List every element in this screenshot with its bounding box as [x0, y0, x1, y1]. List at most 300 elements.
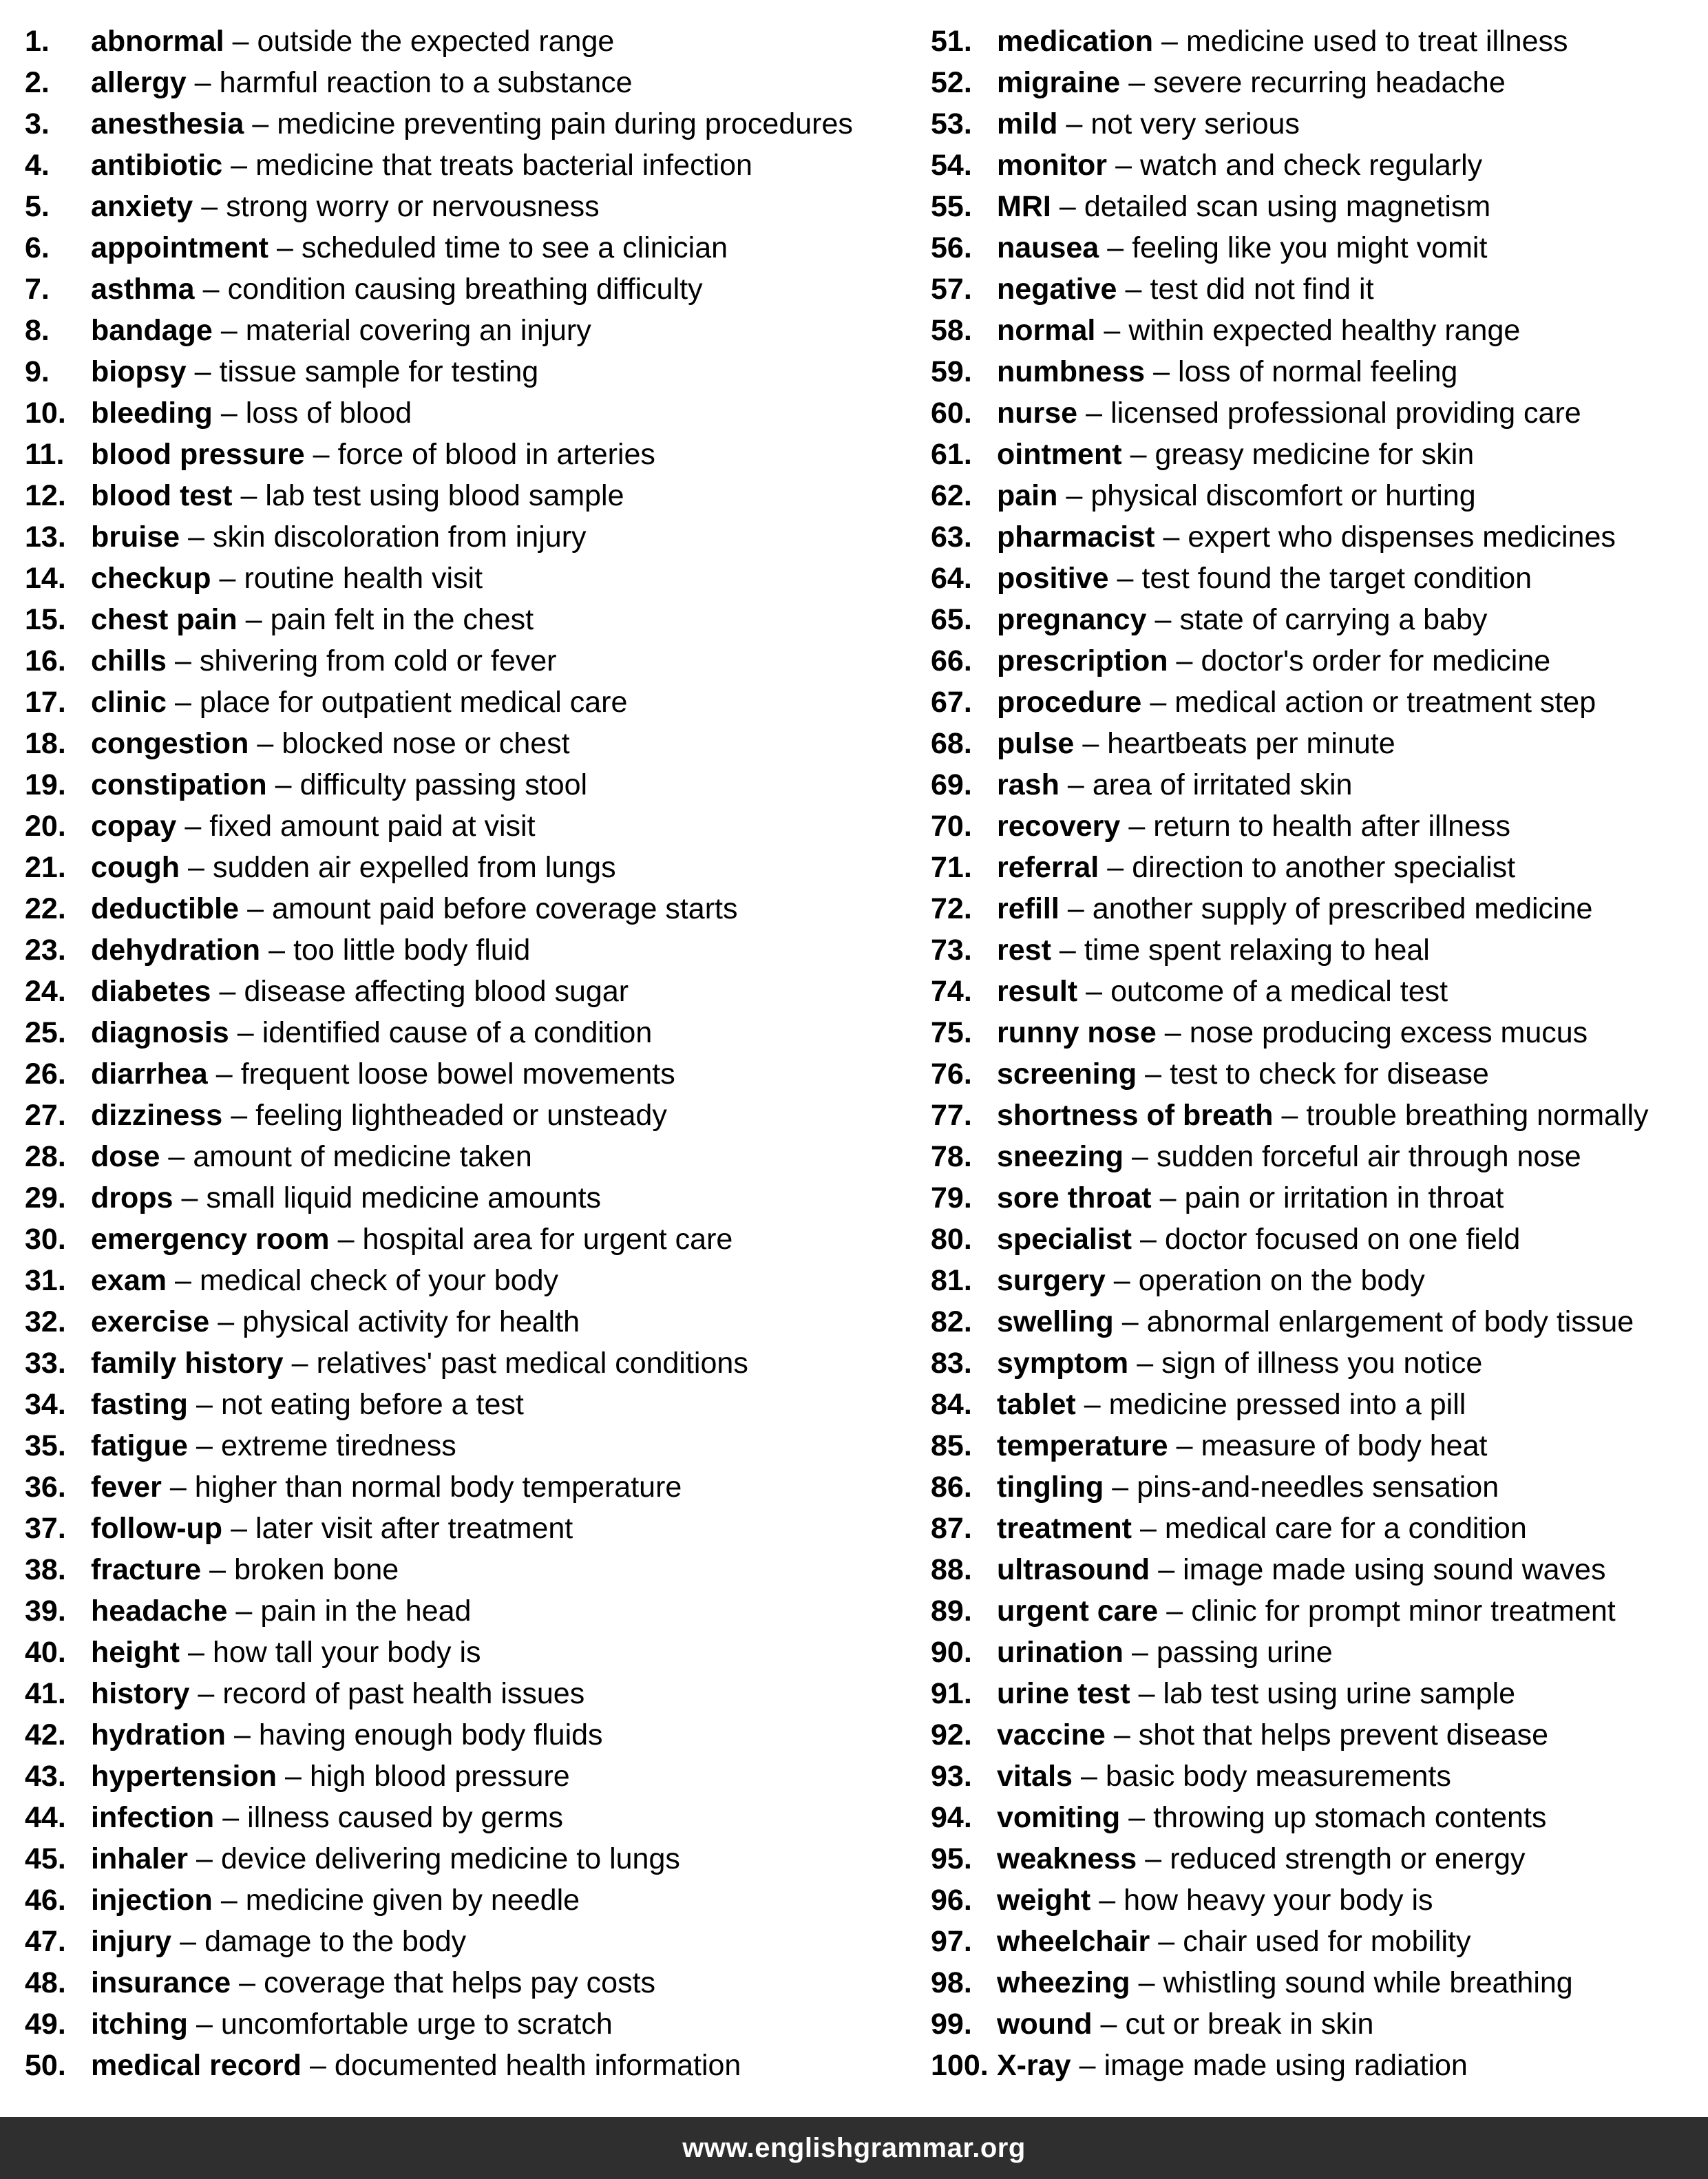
entry-number: 28.	[25, 1140, 66, 1173]
entry-term: procedure	[997, 686, 1142, 719]
entry-term: screening	[997, 1057, 1137, 1091]
glossary-entry	[25, 1673, 853, 1714]
entry-definition: area of irritated skin	[1092, 768, 1353, 801]
glossary-entry	[931, 1756, 1649, 1797]
entry-number: 90.	[931, 1636, 972, 1669]
glossary-entry	[931, 1384, 1649, 1425]
glossary-entry	[931, 310, 1649, 351]
entry-term: runny nose	[997, 1016, 1157, 1049]
entry-term: fasting	[91, 1388, 188, 1421]
entry-term: vomiting	[997, 1801, 1121, 1834]
entry-definition: fixed amount paid at visit	[209, 810, 536, 843]
entry-definition: watch and check regularly	[1140, 149, 1483, 182]
entry-definition: sudden forceful air through nose	[1156, 1140, 1581, 1173]
glossary-entry	[931, 1219, 1649, 1260]
entry-separator: –	[240, 479, 257, 512]
entry-definition: feeling like you might vomit	[1132, 231, 1488, 264]
entry-definition: medicine pressed into a pill	[1108, 1388, 1466, 1421]
entry-definition: lab test using blood sample	[265, 479, 624, 512]
entry-number: 12.	[25, 479, 66, 512]
glossary-entry	[25, 599, 853, 640]
entry-number: 41.	[25, 1677, 66, 1710]
entry-term: wound	[997, 2008, 1093, 2041]
entry-term: numbness	[997, 355, 1146, 388]
entry-term: shortness of breath	[997, 1099, 1274, 1132]
glossary-entry	[931, 103, 1649, 145]
entry-definition: nose producing excess mucus	[1189, 1016, 1588, 1049]
entry-number: 44.	[25, 1801, 66, 1834]
entry-definition: doctor focused on one field	[1164, 1223, 1521, 1256]
entry-definition: medical check of your body	[199, 1264, 559, 1297]
entry-definition: direction to another specialist	[1132, 851, 1516, 884]
entry-separator: –	[1067, 768, 1084, 801]
glossary-entry	[931, 1177, 1649, 1219]
entry-term: history	[91, 1677, 190, 1710]
entry-term: fracture	[91, 1553, 202, 1586]
entry-number: 2.	[25, 66, 50, 99]
glossary-entry	[25, 1756, 853, 1797]
entry-number: 45.	[25, 1842, 66, 1875]
entry-term: bruise	[91, 520, 180, 554]
entry-term: temperature	[997, 1429, 1168, 1462]
entry-definition: outcome of a medical test	[1110, 975, 1448, 1008]
entry-separator: –	[1107, 231, 1124, 264]
entry-separator: –	[174, 644, 191, 677]
entry-separator: –	[188, 1636, 204, 1669]
entry-number: 5.	[25, 190, 50, 223]
entry-definition: later visit after treatment	[255, 1512, 573, 1545]
entry-term: fatigue	[91, 1429, 188, 1462]
entry-number: 70.	[931, 810, 972, 843]
entry-term: migraine	[997, 66, 1121, 99]
entry-term: vitals	[997, 1760, 1073, 1793]
entry-separator: –	[168, 1140, 185, 1173]
entry-definition: doctor's order for medicine	[1201, 644, 1551, 677]
entry-number: 87.	[931, 1512, 972, 1545]
entry-separator: –	[1161, 25, 1178, 58]
entry-term: chest pain	[91, 603, 238, 636]
entry-number: 58.	[931, 314, 972, 347]
entry-term: recovery	[997, 810, 1121, 843]
entry-number: 95.	[931, 1842, 972, 1875]
entry-term: height	[91, 1636, 180, 1669]
entry-definition: test did not find it	[1150, 273, 1374, 306]
entry-separator: –	[1115, 149, 1132, 182]
entry-definition: harmful reaction to a substance	[219, 66, 633, 99]
entry-number: 52.	[931, 66, 972, 99]
entry-number: 36.	[25, 1471, 66, 1504]
entry-number: 98.	[931, 1966, 972, 1999]
entry-term: injury	[91, 1925, 172, 1958]
glossary-entry	[25, 21, 853, 62]
entry-separator: –	[1112, 1471, 1129, 1504]
entry-number: 9.	[25, 355, 50, 388]
entry-separator: –	[194, 66, 211, 99]
entry-separator: –	[1164, 1016, 1181, 1049]
entry-definition: pins-and-needles sensation	[1137, 1471, 1499, 1504]
glossary-entry	[931, 1880, 1649, 1921]
glossary-entry	[25, 640, 853, 682]
entry-number: 34.	[25, 1388, 66, 1421]
entry-definition: high blood pressure	[309, 1760, 570, 1793]
entry-separator: –	[1130, 438, 1147, 471]
entry-separator: –	[1059, 934, 1076, 967]
entry-definition: difficulty passing stool	[299, 768, 588, 801]
entry-number: 23.	[25, 934, 66, 967]
entry-term: cough	[91, 851, 180, 884]
glossary-entry	[25, 1838, 853, 1880]
entry-definition: image made using radiation	[1104, 2049, 1468, 2082]
entry-term: referral	[997, 851, 1099, 884]
entry-definition: test to check for disease	[1170, 1057, 1489, 1091]
entry-separator: –	[313, 438, 330, 471]
entry-definition: device delivering medicine to lungs	[220, 1842, 680, 1875]
glossary-entry	[931, 929, 1649, 971]
entry-separator: –	[239, 1966, 256, 1999]
entry-term: urgent care	[997, 1594, 1159, 1628]
entry-term: weakness	[997, 1842, 1137, 1875]
entry-number: 79.	[931, 1181, 972, 1214]
entry-separator: –	[1140, 1223, 1157, 1256]
entry-definition: whistling sound while breathing	[1163, 1966, 1573, 1999]
entry-separator: –	[1113, 1264, 1130, 1297]
glossary-entry	[25, 392, 853, 434]
entry-separator: –	[1082, 727, 1099, 760]
entry-term: rash	[997, 768, 1059, 801]
entry-separator: –	[188, 520, 204, 554]
entry-number: 68.	[931, 727, 972, 760]
glossary-entry	[931, 806, 1649, 847]
entry-term: diarrhea	[91, 1057, 208, 1091]
entry-separator: –	[1079, 2049, 1096, 2082]
entry-separator: –	[220, 397, 238, 430]
entry-definition: reduced strength or energy	[1170, 1842, 1526, 1875]
entry-definition: detailed scan using magnetism	[1084, 190, 1491, 223]
glossary-entry	[931, 434, 1649, 475]
entry-term: checkup	[91, 562, 211, 595]
entry-term: swelling	[997, 1305, 1114, 1338]
glossary-entry	[931, 227, 1649, 269]
entry-definition: sudden air expelled from lungs	[212, 851, 616, 884]
entry-separator: –	[235, 1594, 253, 1628]
glossary-entry	[931, 516, 1649, 558]
entry-number: 96.	[931, 1884, 972, 1917]
entry-definition: broken bone	[234, 1553, 399, 1586]
entry-term: dose	[91, 1140, 160, 1173]
glossary-entry	[25, 1590, 853, 1632]
entry-definition: physical discomfort or hurting	[1090, 479, 1476, 512]
entry-separator: –	[219, 975, 236, 1008]
entry-separator: –	[1166, 1594, 1183, 1628]
entry-term: bleeding	[91, 397, 213, 430]
entry-number: 40.	[25, 1636, 66, 1669]
entry-term: hypertension	[91, 1760, 277, 1793]
entry-term: fever	[91, 1471, 162, 1504]
entry-separator: –	[233, 1718, 251, 1751]
entry-term: biopsy	[91, 355, 187, 388]
entry-separator: –	[1113, 1718, 1130, 1751]
entry-term: clinic	[91, 686, 167, 719]
glossary-entry	[25, 103, 853, 145]
glossary-entry	[931, 1136, 1649, 1177]
entry-separator: –	[237, 1016, 254, 1049]
entry-separator: –	[1139, 1512, 1157, 1545]
entry-term: blood test	[91, 479, 233, 512]
entry-number: 7.	[25, 273, 50, 306]
entry-separator: –	[277, 231, 293, 264]
entry-number: 6.	[25, 231, 50, 264]
entry-separator: –	[268, 934, 286, 967]
entry-number: 82.	[931, 1305, 972, 1338]
entry-definition: outside the expected range	[257, 25, 615, 58]
entry-term: exam	[91, 1264, 167, 1297]
entry-number: 8.	[25, 314, 50, 347]
glossary-entry	[25, 1301, 853, 1343]
entry-term: positive	[997, 562, 1109, 595]
entry-term: pharmacist	[997, 520, 1155, 554]
entry-definition: time spent relaxing to heal	[1084, 934, 1430, 967]
entry-term: copay	[91, 810, 177, 843]
entry-number: 18.	[25, 727, 66, 760]
entry-number: 39.	[25, 1594, 66, 1628]
entry-definition: basic body measurements	[1105, 1760, 1451, 1793]
entry-term: ointment	[997, 438, 1122, 471]
entry-separator: –	[1066, 107, 1083, 140]
entry-definition: place for outpatient medical care	[199, 686, 628, 719]
glossary-column-right	[931, 21, 1649, 2086]
entry-term: mild	[997, 107, 1058, 140]
entry-term: follow-up	[91, 1512, 223, 1545]
entry-number: 60.	[931, 397, 972, 430]
entry-number: 74.	[931, 975, 972, 1008]
entry-definition: how heavy your body is	[1124, 1884, 1433, 1917]
entry-separator: –	[175, 1264, 191, 1297]
entry-term: infection	[91, 1801, 215, 1834]
entry-definition: disease affecting blood sugar	[244, 975, 629, 1008]
entry-definition: medicine that treats bacterial infection	[255, 149, 752, 182]
entry-definition: material covering an injury	[245, 314, 591, 347]
entry-number: 85.	[931, 1429, 972, 1462]
entry-separator: –	[196, 1842, 213, 1875]
entry-separator: –	[1099, 1884, 1116, 1917]
entry-number: 77.	[931, 1099, 972, 1132]
entry-number: 10.	[25, 397, 66, 430]
entry-term: emergency room	[91, 1223, 330, 1256]
glossary-entry	[931, 1260, 1649, 1301]
entry-separator: –	[1281, 1099, 1298, 1132]
entry-separator: –	[1163, 520, 1180, 554]
glossary-entry	[25, 516, 853, 558]
glossary-entry	[25, 682, 853, 723]
glossary-entry	[931, 1012, 1649, 1053]
entry-term: result	[997, 975, 1078, 1008]
entry-definition: lab test using urine sample	[1163, 1677, 1516, 1710]
glossary-entry	[931, 1095, 1649, 1136]
entry-term: deductible	[91, 892, 240, 925]
entry-definition: medicine preventing pain during procedures	[277, 107, 853, 140]
entry-definition: hospital area for urgent care	[362, 1223, 733, 1256]
entry-separator: –	[169, 1471, 187, 1504]
entry-separator: –	[181, 1181, 198, 1214]
entry-definition: documented health information	[334, 2049, 741, 2082]
entry-term: urine test	[997, 1677, 1130, 1710]
glossary-entry	[25, 1549, 853, 1590]
glossary-entry	[25, 2045, 853, 2086]
entry-separator: –	[218, 1305, 235, 1338]
entry-separator: –	[231, 1512, 247, 1545]
glossary-entry	[931, 145, 1649, 186]
entry-separator: –	[202, 273, 220, 306]
entry-number: 30.	[25, 1223, 66, 1256]
glossary-entry	[25, 1714, 853, 1756]
entry-separator: –	[174, 686, 191, 719]
entry-number: 50.	[25, 2049, 66, 2082]
entry-term: tingling	[997, 1471, 1104, 1504]
entry-definition: licensed professional providing care	[1110, 397, 1581, 430]
entry-definition: within expected healthy range	[1128, 314, 1521, 347]
entry-term: nurse	[997, 397, 1078, 430]
glossary-entry	[931, 1590, 1649, 1632]
entry-separator: –	[309, 2049, 326, 2082]
entry-separator: –	[1176, 1429, 1193, 1462]
glossary-entry	[25, 1343, 853, 1384]
entry-number: 76.	[931, 1057, 972, 1091]
entry-definition: damage to the body	[204, 1925, 467, 1958]
entry-term: pain	[997, 479, 1058, 512]
entry-term: urination	[997, 1636, 1124, 1669]
entry-number: 61.	[931, 438, 972, 471]
glossary-entry	[25, 186, 853, 227]
entry-term: diagnosis	[91, 1016, 229, 1049]
entry-number: 97.	[931, 1925, 972, 1958]
glossary-entry	[25, 1962, 853, 2003]
entry-number: 3.	[25, 107, 50, 140]
entry-definition: operation on the body	[1138, 1264, 1425, 1297]
entry-number: 84.	[931, 1388, 972, 1421]
entry-number: 21.	[25, 851, 66, 884]
entry-separator: –	[1132, 1140, 1148, 1173]
entry-number: 25.	[25, 1016, 66, 1049]
entry-definition: how tall your body is	[212, 1636, 481, 1669]
entry-term: MRI	[997, 190, 1051, 223]
entry-definition: identified cause of a condition	[262, 1016, 653, 1049]
entry-term: antibiotic	[91, 149, 223, 182]
entry-separator: –	[1121, 1305, 1139, 1338]
entry-separator: –	[1107, 851, 1124, 884]
entry-term: X-ray	[997, 2049, 1071, 2082]
entry-term: negative	[997, 273, 1117, 306]
entry-definition: physical activity for health	[242, 1305, 580, 1338]
glossary-entry	[931, 1714, 1649, 1756]
entry-number: 32.	[25, 1305, 66, 1338]
entry-separator: –	[1145, 1842, 1162, 1875]
footer-bar	[0, 2117, 1708, 2179]
entry-number: 27.	[25, 1099, 66, 1132]
entry-definition: loss of blood	[245, 397, 412, 430]
entry-definition: not eating before a test	[220, 1388, 524, 1421]
glossary-entry	[25, 1177, 853, 1219]
entry-separator: –	[1125, 273, 1142, 306]
glossary-entry	[25, 1632, 853, 1673]
entry-term: ultrasound	[997, 1553, 1150, 1586]
entry-definition: too little body fluid	[293, 934, 531, 967]
entry-term: specialist	[997, 1223, 1132, 1256]
entry-number: 19.	[25, 768, 66, 801]
entry-number: 47.	[25, 1925, 66, 1958]
entry-definition: small liquid medicine amounts	[206, 1181, 602, 1214]
entry-term: insurance	[91, 1966, 231, 1999]
entry-separator: –	[1066, 479, 1083, 512]
entry-term: vaccine	[997, 1718, 1106, 1751]
entry-term: constipation	[91, 768, 267, 801]
entry-term: injection	[91, 1884, 213, 1917]
glossary-entry	[931, 682, 1649, 723]
entry-definition: force of blood in arteries	[337, 438, 655, 471]
entry-separator: –	[1128, 1801, 1146, 1834]
entry-term: drops	[91, 1181, 173, 1214]
entry-separator: –	[337, 1223, 355, 1256]
entry-number: 29.	[25, 1181, 66, 1214]
entry-number: 83.	[931, 1347, 972, 1380]
entry-number: 20.	[25, 810, 66, 843]
entry-term: sore throat	[997, 1181, 1152, 1214]
entry-definition: skin discoloration from injury	[213, 520, 587, 554]
entry-separator: –	[1081, 1760, 1097, 1793]
entry-number: 62.	[931, 479, 972, 512]
entry-term: dizziness	[91, 1099, 223, 1132]
entry-number: 72.	[931, 892, 972, 925]
glossary-entry	[931, 1053, 1649, 1095]
entry-number: 49.	[25, 2008, 66, 2041]
entry-definition: frequent loose bowel movements	[240, 1057, 675, 1091]
glossary-entry	[25, 1466, 853, 1508]
entry-separator: –	[1137, 1347, 1154, 1380]
entry-definition: medical action or treatment step	[1174, 686, 1596, 719]
glossary-entry	[931, 62, 1649, 103]
entry-definition: condition causing breathing difficulty	[227, 273, 703, 306]
entry-separator: –	[1159, 1181, 1177, 1214]
glossary-entry	[25, 1425, 853, 1466]
entry-term: normal	[997, 314, 1096, 347]
entry-term: nausea	[997, 231, 1099, 264]
entry-number: 66.	[931, 644, 972, 677]
entry-term: inhaler	[91, 1842, 188, 1875]
entry-term: symptom	[997, 1347, 1129, 1380]
footer-website: www.englishgrammar.org	[682, 2132, 1026, 2163]
entry-separator: –	[1128, 810, 1146, 843]
entry-term: tablet	[997, 1388, 1076, 1421]
entry-separator: –	[201, 190, 218, 223]
glossary-entry	[25, 1921, 853, 1962]
entry-separator: –	[196, 2008, 213, 2041]
glossary-entry	[931, 764, 1649, 806]
glossary-entry	[931, 186, 1649, 227]
entry-definition: expert who dispenses medicines	[1188, 520, 1616, 554]
entry-number: 1.	[25, 25, 50, 58]
entry-definition: greasy medicine for skin	[1155, 438, 1475, 471]
entry-number: 71.	[931, 851, 972, 884]
entry-definition: illness caused by germs	[247, 1801, 564, 1834]
glossary-column-left	[25, 21, 853, 2086]
glossary-entry	[25, 1095, 853, 1136]
entry-number: 42.	[25, 1718, 66, 1751]
entry-term: rest	[997, 934, 1051, 967]
entry-definition: severe recurring headache	[1153, 66, 1506, 99]
entry-number: 43.	[25, 1760, 66, 1793]
entry-number: 57.	[931, 273, 972, 306]
entry-number: 73.	[931, 934, 972, 967]
entry-number: 48.	[25, 1966, 66, 1999]
